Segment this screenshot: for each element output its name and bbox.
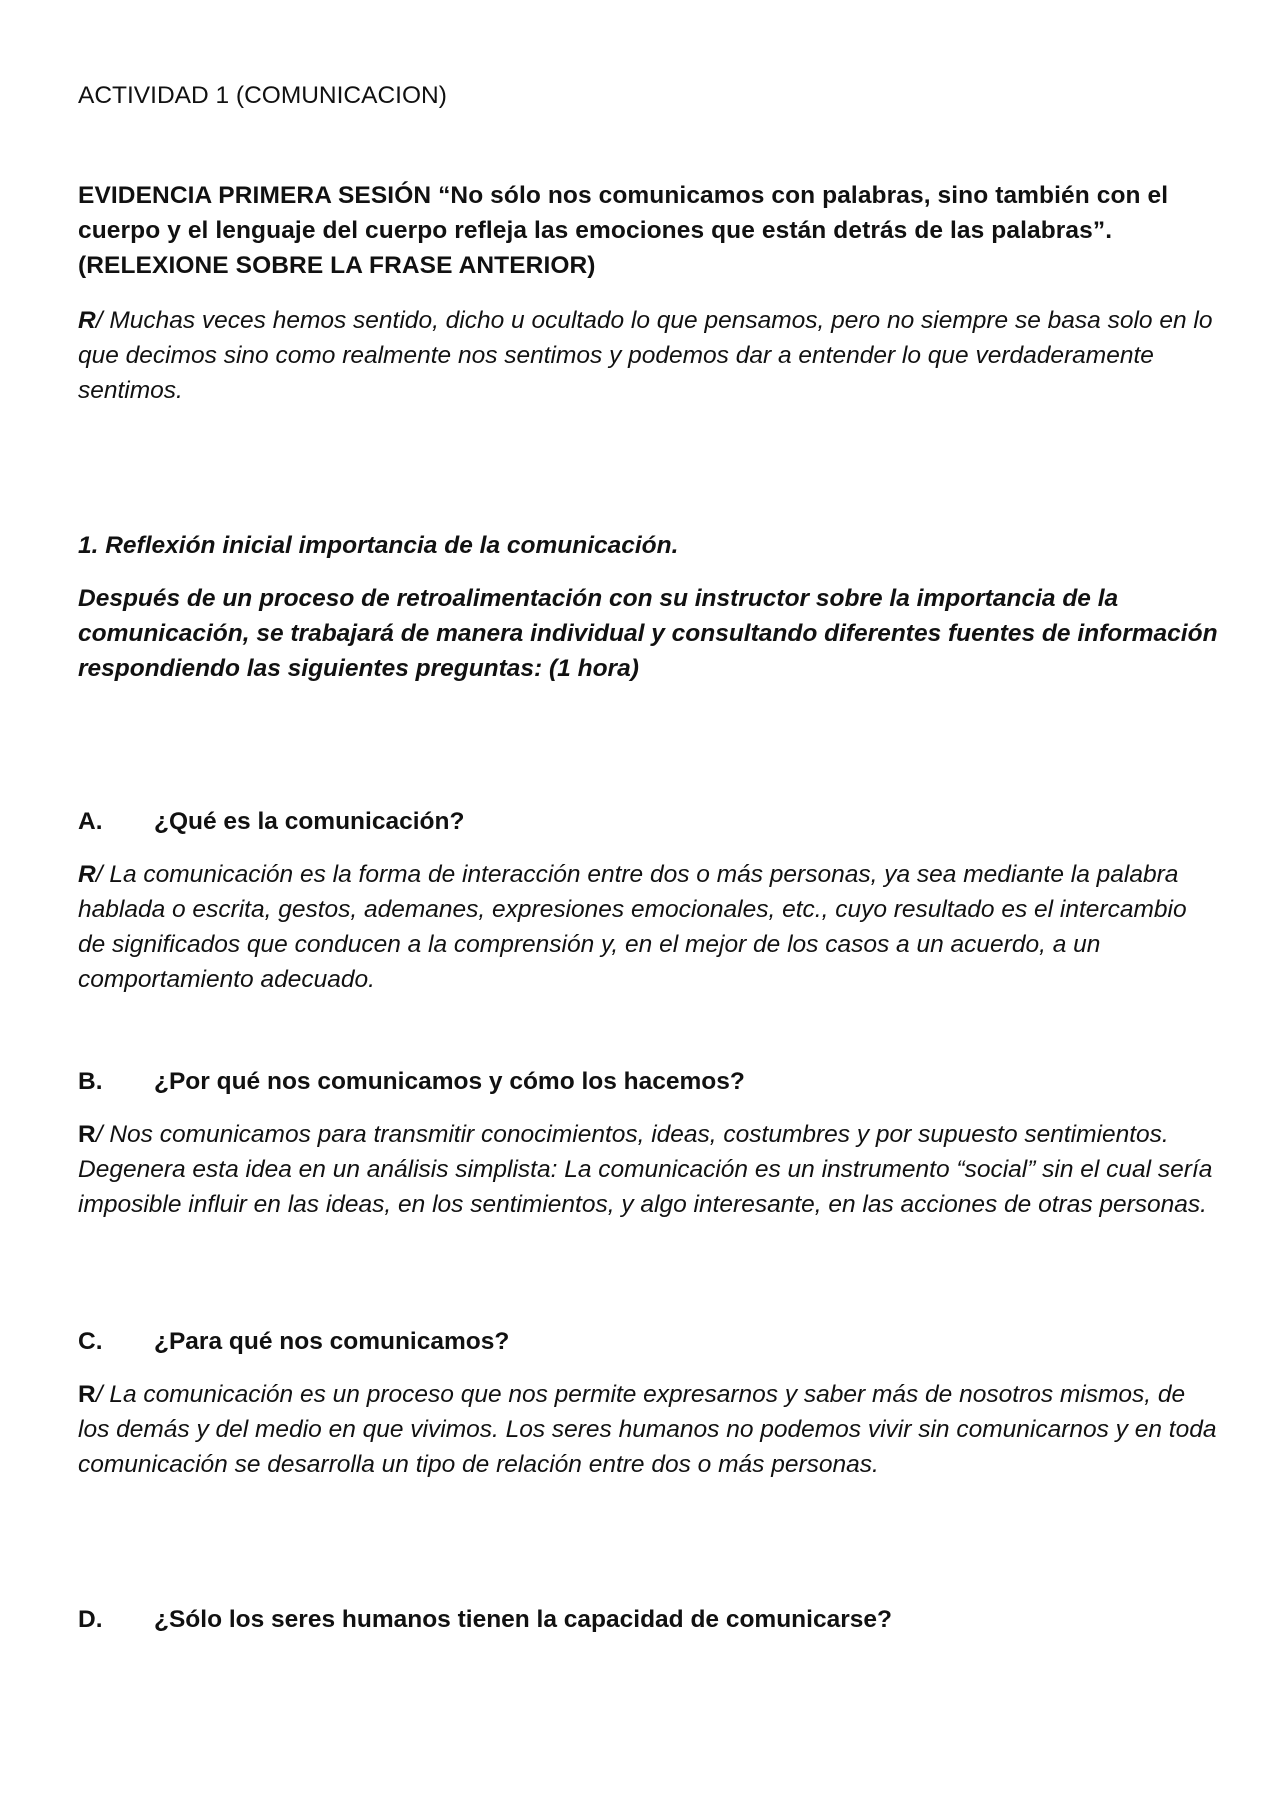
question-letter: A. bbox=[78, 808, 103, 835]
question-letter: C. bbox=[78, 1328, 103, 1355]
answer-label: R bbox=[78, 1381, 96, 1408]
question-b bbox=[78, 1064, 1218, 1099]
question-c bbox=[78, 1324, 1218, 1359]
document-title: ACTIVIDAD 1 (COMUNICACION) bbox=[78, 82, 447, 109]
answer-label: R bbox=[78, 307, 96, 334]
question-letter: B. bbox=[78, 1068, 103, 1095]
evidence-answer bbox=[78, 303, 1218, 408]
answer-text: / La comunicación es un proceso que nos permite expresarnos y saber más de nosotros mismos, de los demás y del medio en que vivimos. Los seres humanos no podemos vivir sin comunicarnos y en toda comunicación se desarrolla un tipo de relación entre dos o más personas. bbox=[78, 1381, 1217, 1478]
answer-text: / Nos comunicamos para transmitir conocimientos, ideas, costumbres y por supuesto sentimientos. Degenera esta idea en un análisis simplista: La comunicación es un instrumento “social” sin el cual sería imposible influir en las ideas, en los sentimientos, y algo interesante, en las acciones de otras personas. bbox=[78, 1121, 1213, 1218]
answer-c bbox=[78, 1377, 1218, 1482]
question-letter: D. bbox=[78, 1606, 103, 1633]
question-text: ¿Sólo los seres humanos tienen la capacidad de comunicarse? bbox=[154, 1606, 892, 1633]
answer-b bbox=[78, 1117, 1218, 1222]
answer-label: R bbox=[78, 1121, 96, 1148]
question-a bbox=[78, 804, 1218, 839]
section-instructions: Después de un proceso de retroalimentación con su instructor sobre la importancia de la comunicación, se trabajará de manera individual y consultando diferentes fuentes de información respondiendo las siguientes preguntas: (1 hora) bbox=[78, 585, 1218, 682]
question-d bbox=[78, 1602, 1218, 1637]
answer-text: / La comunicación es la forma de interacción entre dos o más personas, ya sea mediante la palabra hablada o escrita, gestos, ademanes, expresiones emocionales, etc., cuyo resultado es el intercambio de significados que conducen a la comprensión y, en el mejor de los casos a un acuerdo, a un comportamiento adecuado. bbox=[78, 861, 1187, 993]
answer-a bbox=[78, 857, 1218, 997]
question-text: ¿Para qué nos comunicamos? bbox=[154, 1328, 510, 1355]
answer-label: R bbox=[78, 861, 96, 888]
question-text: ¿Por qué nos comunicamos y cómo los hacemos? bbox=[154, 1068, 745, 1095]
section-title: 1. Reflexión inicial importancia de la comunicación. bbox=[78, 532, 679, 559]
question-text: ¿Qué es la comunicación? bbox=[154, 808, 465, 835]
answer-text: / Muchas veces hemos sentido, dicho u ocultado lo que pensamos, pero no siempre se basa solo en lo que decimos sino como realmente nos sentimos y podemos dar a entender lo que verdaderamente sentimos. bbox=[78, 307, 1213, 404]
evidence-statement: EVIDENCIA PRIMERA SESIÓN “No sólo nos comunicamos con palabras, sino también con el cuerpo y el lenguaje del cuerpo refleja las emociones que están detrás de las palabras”. (RELEXIONE SOBRE LA FRASE ANTERIOR) bbox=[78, 182, 1169, 279]
